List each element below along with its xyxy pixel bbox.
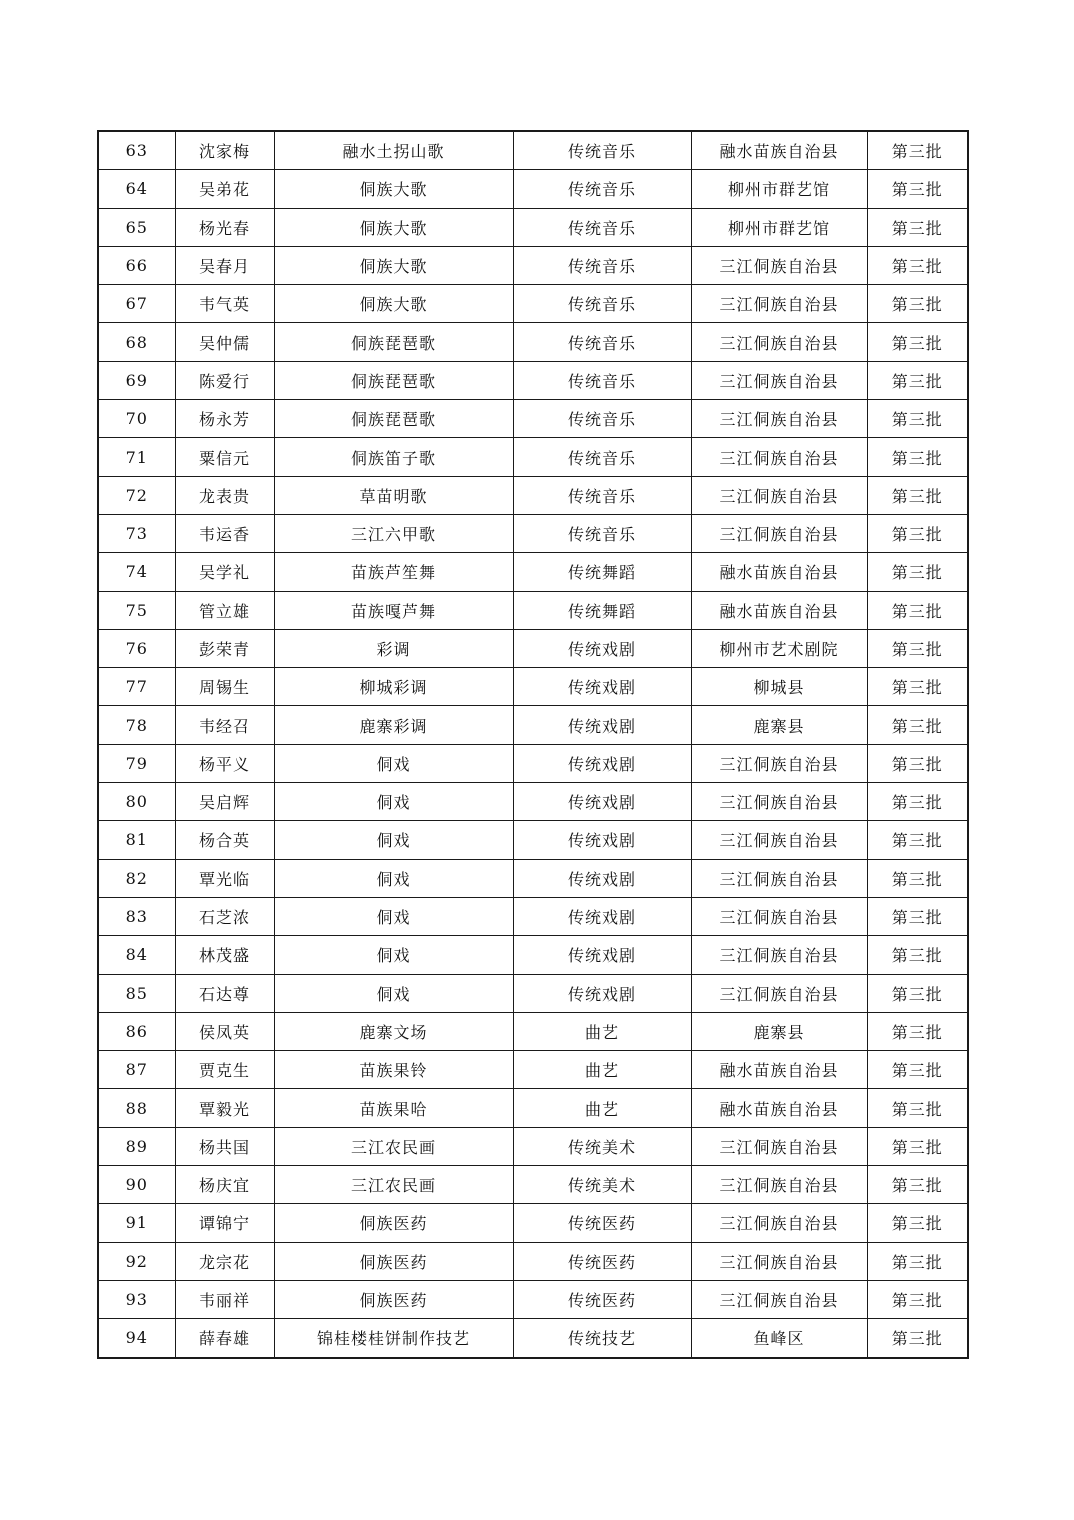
cell-name: 韦丽祥: [175, 1280, 274, 1318]
cell-name: 吴春月: [175, 246, 274, 284]
cell-batch: 第三批: [867, 974, 968, 1012]
cell-name: 贾克生: [175, 1051, 274, 1089]
table-row: [98, 821, 968, 859]
cell-unit: 柳州市艺术剧院: [691, 629, 867, 667]
cell-name: 杨庆宜: [175, 1166, 274, 1204]
cell-project: 苗族嘎芦舞: [274, 591, 513, 629]
cell-project: 侗族笛子歌: [274, 438, 513, 476]
cell-category: 传统美术: [513, 1127, 691, 1165]
cell-unit: 三江侗族自治县: [691, 897, 867, 935]
cell-project: 三江农民画: [274, 1166, 513, 1204]
cell-unit: 鱼峰区: [691, 1319, 867, 1358]
cell-unit: 三江侗族自治县: [691, 476, 867, 514]
table-row: [98, 936, 968, 974]
cell-project: 侗族大歌: [274, 285, 513, 323]
cell-batch: 第三批: [867, 783, 968, 821]
cell-batch: 第三批: [867, 246, 968, 284]
cell-unit: 三江侗族自治县: [691, 323, 867, 361]
cell-batch: 第三批: [867, 706, 968, 744]
cell-batch: 第三批: [867, 897, 968, 935]
cell-unit: 三江侗族自治县: [691, 1166, 867, 1204]
cell-name: 韦气英: [175, 285, 274, 323]
cell-name: 韦经召: [175, 706, 274, 744]
cell-unit: 三江侗族自治县: [691, 438, 867, 476]
cell-batch: 第三批: [867, 1319, 968, 1358]
cell-number: 86: [98, 1012, 175, 1050]
cell-unit: 三江侗族自治县: [691, 1242, 867, 1280]
cell-project: 鹿寨彩调: [274, 706, 513, 744]
cell-number: 91: [98, 1204, 175, 1242]
cell-name: 杨合英: [175, 821, 274, 859]
cell-number: 71: [98, 438, 175, 476]
cell-category: 传统戏剧: [513, 706, 691, 744]
cell-batch: 第三批: [867, 285, 968, 323]
cell-number: 90: [98, 1166, 175, 1204]
cell-name: 覃光临: [175, 859, 274, 897]
cell-project: 侗族医药: [274, 1280, 513, 1318]
cell-project: 侗戏: [274, 859, 513, 897]
cell-number: 93: [98, 1280, 175, 1318]
cell-project: 侗戏: [274, 821, 513, 859]
cell-category: 曲艺: [513, 1089, 691, 1127]
table-row: [98, 1127, 968, 1165]
cell-number: 83: [98, 897, 175, 935]
cell-unit: 鹿寨县: [691, 1012, 867, 1050]
cell-number: 68: [98, 323, 175, 361]
cell-unit: 融水苗族自治县: [691, 1051, 867, 1089]
cell-unit: 融水苗族自治县: [691, 131, 867, 170]
cell-number: 75: [98, 591, 175, 629]
table-row: [98, 170, 968, 208]
cell-name: 谭锦宁: [175, 1204, 274, 1242]
cell-category: 传统医药: [513, 1280, 691, 1318]
cell-batch: 第三批: [867, 553, 968, 591]
cell-category: 传统戏剧: [513, 936, 691, 974]
cell-batch: 第三批: [867, 131, 968, 170]
cell-batch: 第三批: [867, 514, 968, 552]
cell-name: 覃毅光: [175, 1089, 274, 1127]
cell-name: 吴仲儒: [175, 323, 274, 361]
cell-category: 传统戏剧: [513, 974, 691, 1012]
cell-category: 传统音乐: [513, 323, 691, 361]
cell-batch: 第三批: [867, 936, 968, 974]
cell-category: 传统音乐: [513, 208, 691, 246]
cell-unit: 柳州市群艺馆: [691, 170, 867, 208]
cell-number: 73: [98, 514, 175, 552]
cell-category: 曲艺: [513, 1051, 691, 1089]
cell-number: 63: [98, 131, 175, 170]
cell-name: 杨共国: [175, 1127, 274, 1165]
cell-batch: 第三批: [867, 1280, 968, 1318]
table-row: [98, 974, 968, 1012]
cell-name: 龙宗花: [175, 1242, 274, 1280]
cell-unit: 三江侗族自治县: [691, 514, 867, 552]
cell-project: 侗戏: [274, 936, 513, 974]
cell-number: 74: [98, 553, 175, 591]
cell-batch: 第三批: [867, 476, 968, 514]
cell-unit: 三江侗族自治县: [691, 1204, 867, 1242]
cell-name: 龙表贵: [175, 476, 274, 514]
cell-batch: 第三批: [867, 629, 968, 667]
cell-project: 侗族琵琶歌: [274, 361, 513, 399]
cell-batch: 第三批: [867, 1166, 968, 1204]
table-row: [98, 744, 968, 782]
cell-number: 92: [98, 1242, 175, 1280]
table-row: [98, 1089, 968, 1127]
cell-project: 侗族大歌: [274, 170, 513, 208]
cell-name: 管立雄: [175, 591, 274, 629]
table-row: [98, 246, 968, 284]
cell-batch: 第三批: [867, 1127, 968, 1165]
cell-unit: 融水苗族自治县: [691, 591, 867, 629]
cell-unit: 三江侗族自治县: [691, 974, 867, 1012]
cell-project: 侗族大歌: [274, 208, 513, 246]
cell-batch: 第三批: [867, 208, 968, 246]
cell-batch: 第三批: [867, 1204, 968, 1242]
cell-category: 传统戏剧: [513, 629, 691, 667]
cell-project: 锦桂楼桂饼制作技艺: [274, 1319, 513, 1358]
table-row: [98, 897, 968, 935]
cell-unit: 融水苗族自治县: [691, 1089, 867, 1127]
cell-unit: 三江侗族自治县: [691, 936, 867, 974]
cell-category: 传统音乐: [513, 514, 691, 552]
table-row: [98, 323, 968, 361]
cell-project: 侗戏: [274, 744, 513, 782]
table-row: [98, 361, 968, 399]
cell-category: 传统戏剧: [513, 783, 691, 821]
cell-project: 侗族大歌: [274, 246, 513, 284]
cell-category: 传统戏剧: [513, 668, 691, 706]
cell-category: 传统舞蹈: [513, 591, 691, 629]
cell-category: 传统技艺: [513, 1319, 691, 1358]
cell-unit: 柳城县: [691, 668, 867, 706]
cell-name: 陈爱行: [175, 361, 274, 399]
table-row: [98, 668, 968, 706]
cell-number: 65: [98, 208, 175, 246]
cell-category: 传统音乐: [513, 476, 691, 514]
table-row: [98, 476, 968, 514]
cell-project: 柳城彩调: [274, 668, 513, 706]
cell-name: 石达尊: [175, 974, 274, 1012]
cell-unit: 三江侗族自治县: [691, 246, 867, 284]
table-row: [98, 400, 968, 438]
cell-batch: 第三批: [867, 668, 968, 706]
table-row: [98, 553, 968, 591]
cell-batch: 第三批: [867, 1051, 968, 1089]
cell-category: 传统音乐: [513, 170, 691, 208]
cell-unit: 三江侗族自治县: [691, 821, 867, 859]
cell-category: 曲艺: [513, 1012, 691, 1050]
cell-number: 66: [98, 246, 175, 284]
cell-project: 侗族琵琶歌: [274, 400, 513, 438]
table-row: [98, 1012, 968, 1050]
table-row: [98, 285, 968, 323]
cell-batch: 第三批: [867, 859, 968, 897]
cell-category: 传统音乐: [513, 400, 691, 438]
cell-batch: 第三批: [867, 170, 968, 208]
cell-project: 侗戏: [274, 783, 513, 821]
table-row: [98, 208, 968, 246]
table-row: [98, 438, 968, 476]
cell-number: 70: [98, 400, 175, 438]
table-row: [98, 859, 968, 897]
cell-number: 80: [98, 783, 175, 821]
cell-unit: 融水苗族自治县: [691, 553, 867, 591]
cell-unit: 鹿寨县: [691, 706, 867, 744]
table-row: [98, 1319, 968, 1358]
cell-number: 87: [98, 1051, 175, 1089]
cell-project: 苗族果哈: [274, 1089, 513, 1127]
cell-name: 杨光春: [175, 208, 274, 246]
cell-name: 周锡生: [175, 668, 274, 706]
table-row: [98, 1204, 968, 1242]
cell-batch: 第三批: [867, 400, 968, 438]
table-row: [98, 783, 968, 821]
cell-number: 79: [98, 744, 175, 782]
cell-name: 林茂盛: [175, 936, 274, 974]
cell-number: 77: [98, 668, 175, 706]
cell-name: 侯凤英: [175, 1012, 274, 1050]
cell-category: 传统医药: [513, 1242, 691, 1280]
cell-number: 78: [98, 706, 175, 744]
table-row: [98, 629, 968, 667]
cell-number: 72: [98, 476, 175, 514]
cell-batch: 第三批: [867, 591, 968, 629]
cell-project: 侗戏: [274, 974, 513, 1012]
cell-unit: 柳州市群艺馆: [691, 208, 867, 246]
cell-number: 69: [98, 361, 175, 399]
cell-number: 94: [98, 1319, 175, 1358]
cell-project: 彩调: [274, 629, 513, 667]
cell-number: 84: [98, 936, 175, 974]
cell-batch: 第三批: [867, 1242, 968, 1280]
cell-unit: 三江侗族自治县: [691, 1127, 867, 1165]
cell-project: 侗族医药: [274, 1242, 513, 1280]
cell-unit: 三江侗族自治县: [691, 744, 867, 782]
cell-project: 侗戏: [274, 897, 513, 935]
cell-unit: 三江侗族自治县: [691, 361, 867, 399]
cell-project: 苗族果铃: [274, 1051, 513, 1089]
cell-name: 沈家梅: [175, 131, 274, 170]
cell-number: 85: [98, 974, 175, 1012]
cell-category: 传统音乐: [513, 361, 691, 399]
table-row: [98, 1242, 968, 1280]
cell-name: 韦运香: [175, 514, 274, 552]
table-row: [98, 591, 968, 629]
table-row: [98, 131, 968, 170]
cell-name: 吴启辉: [175, 783, 274, 821]
cell-unit: 三江侗族自治县: [691, 1280, 867, 1318]
cell-project: 三江农民画: [274, 1127, 513, 1165]
cell-project: 苗族芦笙舞: [274, 553, 513, 591]
cell-number: 81: [98, 821, 175, 859]
cell-project: 融水土拐山歌: [274, 131, 513, 170]
cell-project: 鹿寨文场: [274, 1012, 513, 1050]
cell-batch: 第三批: [867, 821, 968, 859]
cell-unit: 三江侗族自治县: [691, 783, 867, 821]
cell-number: 89: [98, 1127, 175, 1165]
inheritor-table: [97, 130, 969, 1359]
cell-name: 杨平义: [175, 744, 274, 782]
cell-name: 杨永芳: [175, 400, 274, 438]
cell-batch: 第三批: [867, 1012, 968, 1050]
cell-unit: 三江侗族自治县: [691, 859, 867, 897]
cell-project: 三江六甲歌: [274, 514, 513, 552]
cell-unit: 三江侗族自治县: [691, 285, 867, 323]
cell-batch: 第三批: [867, 438, 968, 476]
table-row: [98, 706, 968, 744]
cell-number: 76: [98, 629, 175, 667]
cell-name: 石芝浓: [175, 897, 274, 935]
table-body: [98, 131, 968, 1358]
cell-project: 草苗明歌: [274, 476, 513, 514]
cell-name: 吴弟花: [175, 170, 274, 208]
cell-name: 吴学礼: [175, 553, 274, 591]
cell-category: 传统音乐: [513, 131, 691, 170]
cell-batch: 第三批: [867, 744, 968, 782]
cell-number: 82: [98, 859, 175, 897]
cell-category: 传统音乐: [513, 285, 691, 323]
cell-project: 侗族医药: [274, 1204, 513, 1242]
cell-batch: 第三批: [867, 1089, 968, 1127]
cell-category: 传统音乐: [513, 438, 691, 476]
table-row: [98, 514, 968, 552]
cell-category: 传统舞蹈: [513, 553, 691, 591]
table-row: [98, 1051, 968, 1089]
cell-unit: 三江侗族自治县: [691, 400, 867, 438]
cell-category: 传统音乐: [513, 246, 691, 284]
cell-number: 64: [98, 170, 175, 208]
cell-number: 67: [98, 285, 175, 323]
cell-category: 传统医药: [513, 1204, 691, 1242]
cell-category: 传统戏剧: [513, 744, 691, 782]
cell-name: 薛春雄: [175, 1319, 274, 1358]
cell-category: 传统美术: [513, 1166, 691, 1204]
cell-name: 彭荣青: [175, 629, 274, 667]
cell-batch: 第三批: [867, 323, 968, 361]
cell-number: 88: [98, 1089, 175, 1127]
cell-category: 传统戏剧: [513, 821, 691, 859]
table-row: [98, 1280, 968, 1318]
table-row: [98, 1166, 968, 1204]
cell-project: 侗族琵琶歌: [274, 323, 513, 361]
cell-name: 粟信元: [175, 438, 274, 476]
cell-category: 传统戏剧: [513, 897, 691, 935]
cell-category: 传统戏剧: [513, 859, 691, 897]
cell-batch: 第三批: [867, 361, 968, 399]
